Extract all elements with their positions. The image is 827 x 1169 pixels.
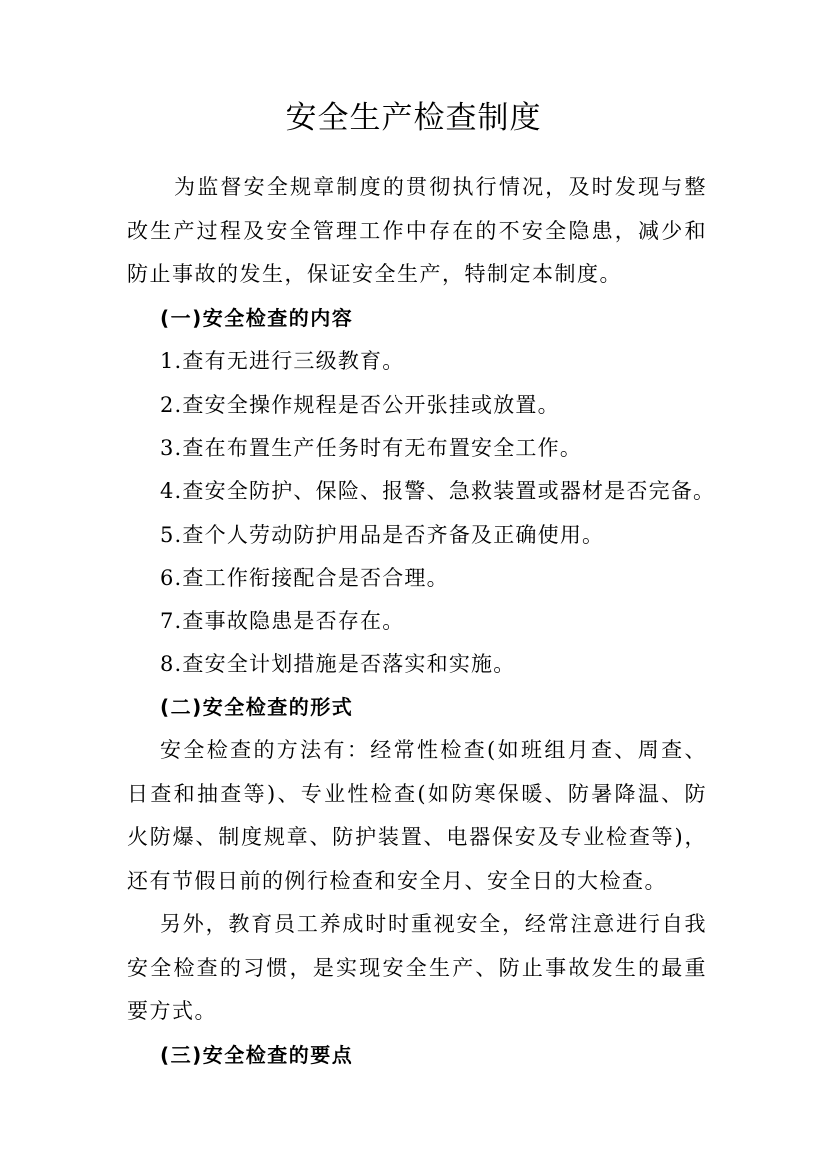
intro-paragraph: 为监督安全规章制度的贯彻执行情况，及时发现与整改生产过程及安全管理工作中存在的不安全隐患，减少和防止事故的发生，保证安全生产，特制定本制度。	[127, 175, 707, 286]
list-item: 4.查安全防护、保险、报警、急救装置或器材是否完备。	[160, 479, 716, 503]
list-item: 2.查安全操作规程是否公开张挂或放置。	[160, 393, 560, 417]
list-item: 7.查事故隐患是否存在。	[160, 609, 405, 633]
section-heading-forms: (二)安全检查的形式	[160, 695, 354, 719]
page-title: 安全生产检查制度	[285, 100, 542, 136]
list-item: 8.查安全计划措施是否落实和实施。	[160, 652, 516, 676]
forms-paragraph: 安全检查的方法有：经常性检查(如班组月查、周查、日查和抽查等)、专业性检查(如防寒保暖、防暑降温、防火防爆、制度规章、防护装置、电器保安及专业检查等)，还有节假日前的例行检查和安全月、安全日的大检查。	[127, 738, 707, 893]
list-item: 3.查在布置生产任务时有无布置安全工作。	[160, 436, 583, 460]
section-heading-keypoints: (三)安全检查的要点	[160, 1043, 354, 1067]
self-check-paragraph: 另外，教育员工养成时时重视安全，经常注意进行自我安全检查的习惯，是实现安全生产、防止事故发生的最重要方式。	[127, 912, 707, 1023]
list-item: 1.查有无进行三级教育。	[160, 349, 405, 373]
list-item: 6.查工作衔接配合是否合理。	[160, 566, 449, 590]
list-item: 5.查个人劳动防护用品是否齐备及正确使用。	[160, 523, 605, 547]
section-heading-content: (一)安全检查的内容	[160, 306, 354, 330]
